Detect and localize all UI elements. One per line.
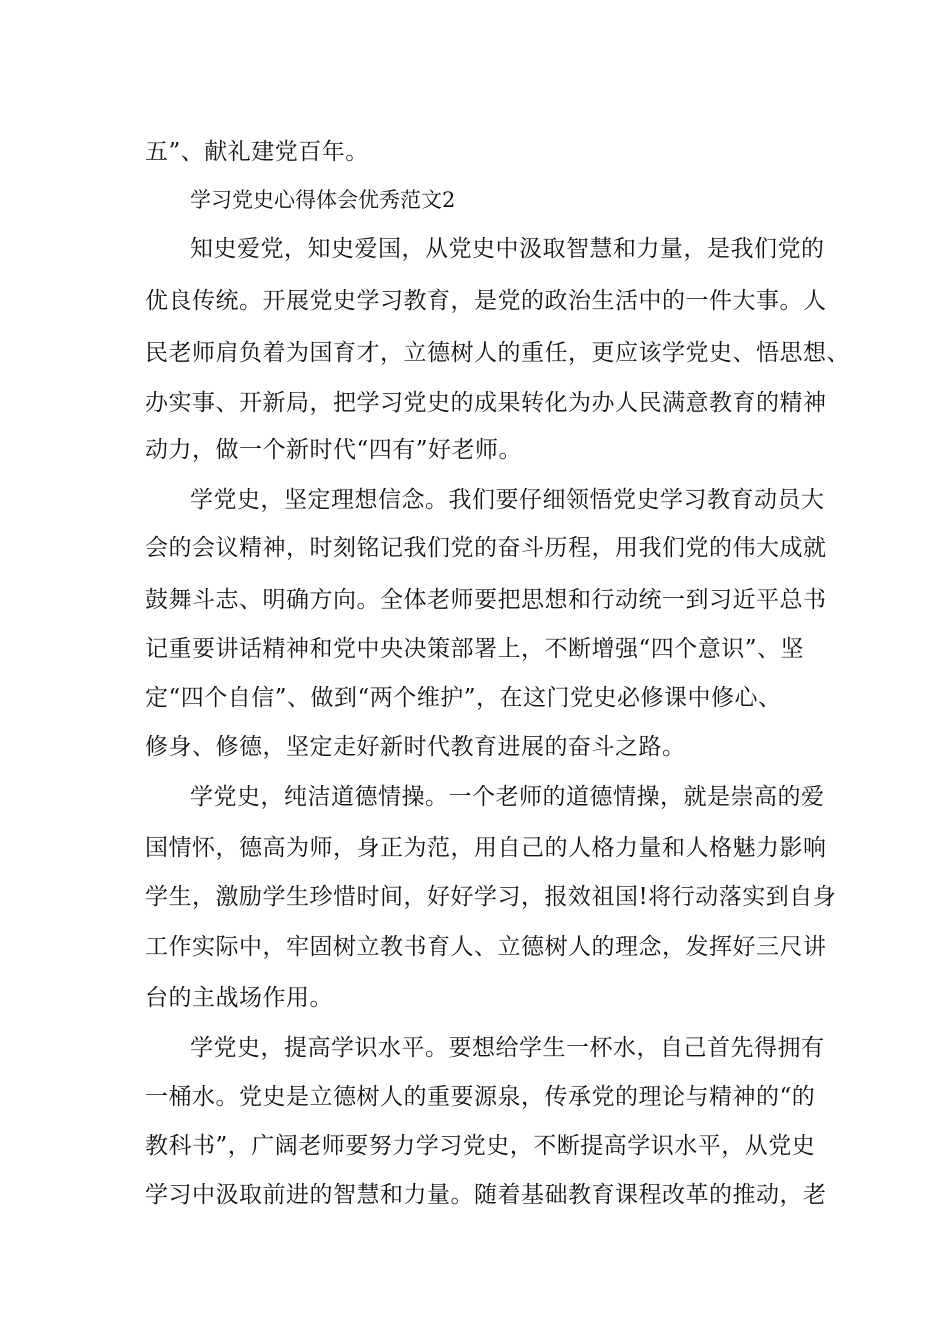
text-line: 定“四个自信”、做到“两个维护”，在这门党史必修课中修心、 bbox=[145, 685, 782, 711]
text-line: 鼓舞斗志、明确方向。全体老师要把思想和行动统一到习近平总书 bbox=[145, 587, 827, 613]
text-line: 动力，做一个新时代“四有”好老师。 bbox=[145, 437, 523, 463]
text-line: 记重要讲话精神和党中央决策部署上，不断增强“四个意识”、坚 bbox=[145, 636, 805, 662]
section-heading: 学习党史心得体会优秀范文2 bbox=[190, 188, 456, 212]
text-line: 知史爱党，知史爱国，从党史中汲取智慧和力量，是我们党的 bbox=[190, 236, 825, 262]
text-line: 学习中汲取前进的智慧和力量。随着基础教育课程改革的推动，老 bbox=[145, 1182, 827, 1208]
text-line: 一桶水。党史是立德树人的重要源泉，传承党的理论与精神的“的 bbox=[145, 1084, 816, 1110]
text-line: 民老师肩负着为国育才，立德树人的重任，更应该学党史、悟思想、 bbox=[145, 340, 850, 366]
text-line: 学生，激励学生珍惜时间，好好学习，报效祖国!将行动落实到自身 bbox=[145, 884, 837, 910]
text-line: 五”、献礼建党百年。 bbox=[145, 139, 369, 165]
text-line: 优良传统。开展党史学习教育，是党的政治生活中的一件大事。人 bbox=[145, 288, 827, 314]
text-line: 国情怀，德高为师，身正为范，用自己的人格力量和人格魅力影响 bbox=[145, 835, 827, 861]
text-line: 修身、修德，坚定走好新时代教育进展的奋斗之路。 bbox=[145, 734, 686, 760]
text-line: 办实事、开新局，把学习党史的成果转化为办人民满意教育的精神 bbox=[145, 390, 827, 416]
text-line: 学党史，纯洁道德情操。一个老师的道德情操，就是崇高的爱 bbox=[190, 784, 825, 810]
text-line: 工作实际中，牢固树立教书育人、立德树人的理念，发挥好三尺讲 bbox=[145, 934, 827, 960]
text-line: 会的会议精神，时刻铭记我们党的奋斗历程，用我们党的伟大成就 bbox=[145, 535, 827, 561]
text-line: 学党史，坚定理想信念。我们要仔细领悟党史学习教育动员大 bbox=[190, 487, 825, 513]
text-line: 教科书”，广阔老师要努力学习党史，不断提高学识水平，从党史 bbox=[145, 1133, 816, 1159]
text-line: 台的主战场作用。 bbox=[145, 985, 333, 1011]
text-line: 学党史，提高学识水平。要想给学生一杯水，自己首先得拥有 bbox=[190, 1035, 825, 1061]
